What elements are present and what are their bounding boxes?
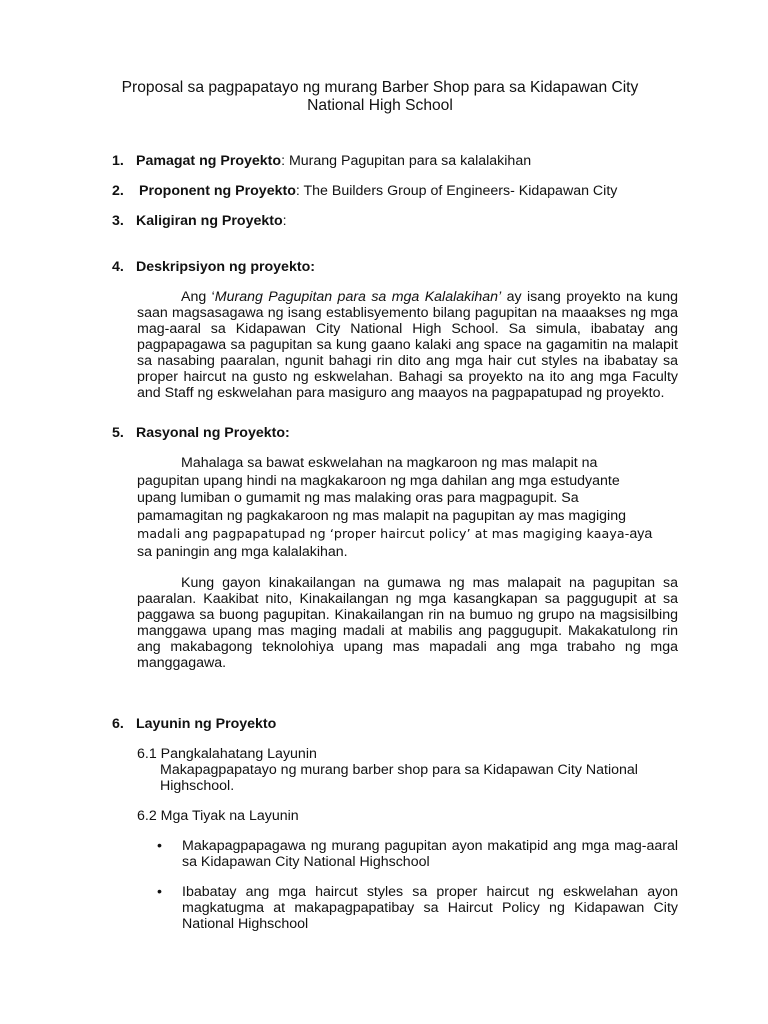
section-label: Deskripsiyon ng proyekto: [136, 259, 315, 275]
section-number: 4. [112, 259, 124, 275]
bullet-marker: • [157, 884, 162, 900]
section-value: : Murang Pagupitan para sa kalalakihan [281, 153, 532, 169]
general-objective-body [137, 762, 682, 794]
description-prefix: Ang ‘ [181, 289, 215, 305]
specific-objective-item: Makapagpapagawa ng murang pagupitan ayon makatipid ang mga mag-aaral sa Kidapawan City National Highschool [182, 838, 678, 870]
rationale-paragraph-1 [137, 455, 678, 561]
rationale-line-mixed [137, 525, 678, 544]
bullet-marker: • [157, 838, 162, 854]
general-objective-line: Makapagpapatayo ng murang barber shop para sa Kidapawan City National [160, 762, 638, 778]
section-number: 3. [112, 213, 124, 229]
description-rest: ay isang proyekto na kung saan magsasagawa ng isang establisyemento bilang pagupitan na maaakses ng mga mag-aaral sa Kidapawan City National High School. Sa simula, ibabatay ang pagpapagawa sa pagupitan sa kung gaano kalaki ang space na gagamitin na malapit sa nasabing paaralan, ngunit bahagi rin dito ang mga hair cut styles na ibabatay sa proper haircut na gusto ng eskwelahan. Bahagi sa proyekto na ito ang mga Faculty and Staff ng eskwelahan para masiguro ang maayos na pagpapatupad ng proyekto. [137, 289, 678, 401]
section-2-proponent [112, 183, 682, 199]
title-line-2: National High School [307, 97, 453, 114]
specific-objectives-heading: 6.2 Mga Tiyak na Layunin [137, 808, 299, 824]
description-italic: Murang Pagupitan para sa mga Kalalakihan’ [214, 289, 502, 305]
section-number: 2. [112, 183, 124, 199]
title-line-1: Proposal sa pagpapatayo ng murang Barber Shop para sa Kidapawan City [121, 79, 639, 96]
rationale-line-segment: aya [629, 526, 653, 542]
section-3-background [112, 213, 682, 229]
rationale-paragraph-2: Kung gayon kinakailangan na gumawa ng mas malapait na pagupitan sa paaralan. Kaakibat nito, Kinakailangan ng mga kasangkapan sa paggugupit at sa paggawa sa buong pagupitan. Kinakailangan rin na bumuo ng grupo na magsisilbing manggawa upang mas maging madali at mabilis ang paggugupit. Makakatulong rin ang makabagong teknolohiya upang mas mapadali ang mga trabaho ng mga manggagawa. [137, 575, 678, 671]
section-number: 1. [112, 153, 124, 169]
general-objective-line: Highschool. [160, 778, 235, 794]
section-label: Layunin ng Proyekto [136, 716, 277, 732]
rationale-line: sa paningin ang mga kalalakihan. [137, 543, 348, 560]
section-6-objectives-heading [112, 716, 682, 732]
section-label: Rasyonal ng Proyekto: [136, 425, 290, 441]
rationale-line: pamamagitan ng pagkakaroon ng mas malapit na pagupitan ay mas magiging [137, 507, 626, 524]
section-5-rationale-heading [112, 425, 682, 441]
rationale-line: upang lumiban o gumamit ng mas malaking oras para magpagupit. Sa [137, 490, 579, 506]
section-value: : [282, 213, 287, 229]
section-1-project-title [112, 153, 682, 169]
section-label: Pamagat ng Proyekto [136, 153, 282, 169]
document-title [80, 79, 680, 115]
rationale-line: pagupitan upang hindi na magkakaroon ng mga dahilan ang mga estudyante [137, 472, 620, 489]
description-paragraph [137, 289, 678, 401]
section-number: 5. [112, 425, 124, 441]
general-objective [137, 746, 682, 794]
rationale-line-segment: madali ang pagpapatupad ng ‘proper haircut policy’ at mas magiging kaaya- [137, 526, 630, 541]
section-label: Proponent ng Proyekto [139, 183, 296, 199]
section-4-description-heading [112, 259, 682, 275]
section-value: : The Builders Group of Engineers- Kidapawan City [295, 183, 618, 199]
specific-objective-item: Ibabatay ang mga haircut styles sa proper haircut ng eskwelahan ayon magkatugma at makapagpapatibay sa Haircut Policy ng Kidapawan City National Highschool [182, 884, 678, 932]
section-number: 6. [112, 716, 124, 732]
general-objective-heading: 6.1 Pangkalahatang Layunin [137, 746, 317, 762]
rationale-line: Mahalaga sa bawat eskwelahan na magkaroon ng mas malapit na [181, 455, 598, 471]
section-label: Kaligiran ng Proyekto [136, 213, 283, 229]
